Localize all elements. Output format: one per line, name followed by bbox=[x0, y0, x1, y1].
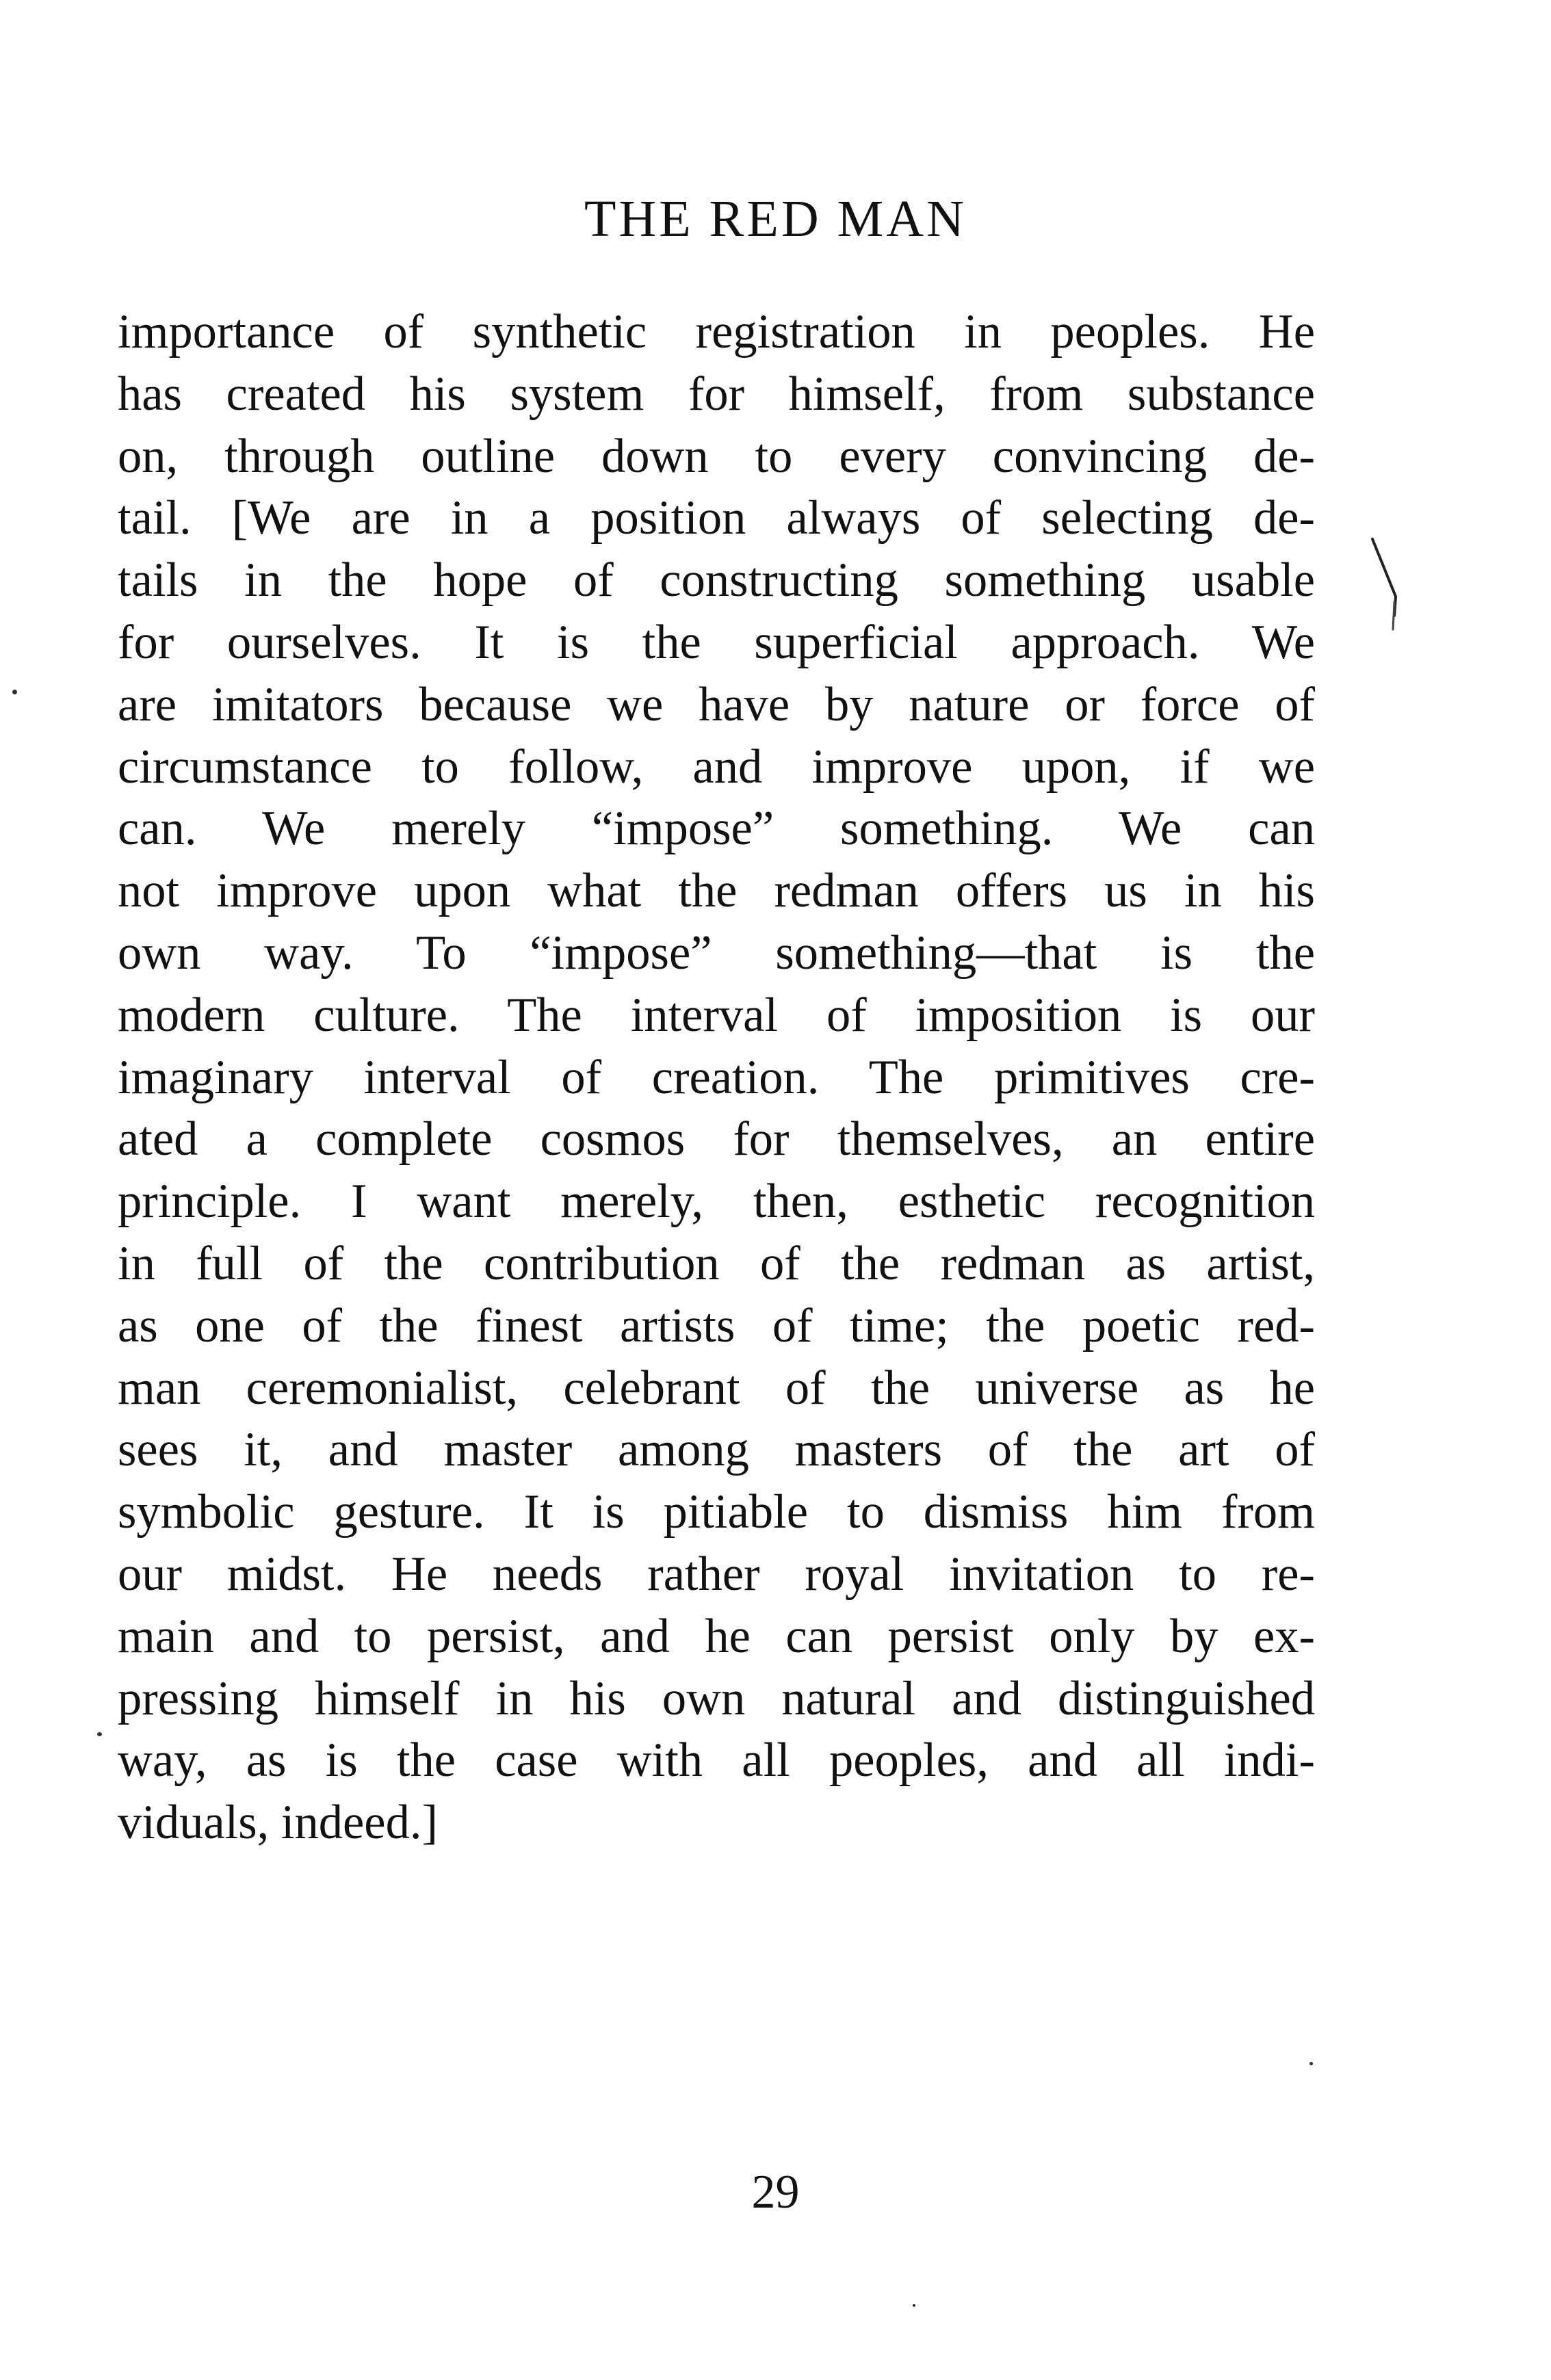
text-line: main and to persist, and he can persist only by ex- bbox=[118, 1609, 1315, 1663]
text-line: importance of synthetic registration in peoples. He bbox=[118, 305, 1315, 358]
text-line: pressing himself in his own natural and distinguished bbox=[118, 1671, 1315, 1725]
text-line: for ourselves. It is the superficial approach. We bbox=[118, 615, 1315, 669]
text-line: are imitators because we have by nature or force of bbox=[118, 677, 1315, 731]
text-line: on, through outline down to every convincing de- bbox=[118, 429, 1315, 483]
ink-speck bbox=[12, 690, 17, 694]
text-line: ated a complete cosmos for themselves, an entire bbox=[118, 1112, 1315, 1166]
text-line: our midst. He needs rather royal invitation to re- bbox=[118, 1547, 1315, 1601]
text-line: sees it, and master among masters of the art of bbox=[118, 1423, 1315, 1477]
text-line: man ceremonialist, celebrant of the universe as he bbox=[118, 1361, 1315, 1415]
text-line: as one of the finest artists of time; the poetic red- bbox=[118, 1298, 1315, 1352]
text-line: not improve upon what the redman offers us in his bbox=[118, 864, 1315, 918]
text-line: way, as is the case with all peoples, and all indi- bbox=[118, 1734, 1315, 1788]
text-line: circumstance to follow, and improve upon, if we bbox=[118, 740, 1315, 794]
text-line: can. We merely “impose” something. We can bbox=[118, 802, 1315, 856]
text-line: modern culture. The interval of imposition is our bbox=[118, 988, 1315, 1042]
ink-speck bbox=[913, 2304, 915, 2307]
text-line: tail. [We are in a position always of selecting de- bbox=[118, 491, 1315, 545]
text-line: principle. I want merely, then, esthetic recognition bbox=[118, 1175, 1315, 1229]
text-line: tails in the hope of constructing something usable bbox=[118, 553, 1315, 607]
text-line: has created his system for himself, from substance bbox=[118, 367, 1315, 421]
text-line: in full of the contribution of the redman as artist, bbox=[118, 1236, 1315, 1290]
margin-pen-mark bbox=[1368, 534, 1423, 698]
text-line: symbolic gesture. It is pitiable to dismiss him from bbox=[118, 1485, 1315, 1539]
running-head: THE RED MAN bbox=[584, 190, 967, 248]
body-text bbox=[118, 301, 1315, 1854]
page-number: 29 bbox=[751, 2166, 800, 2219]
text-line: own way. To “impose” something—that is the bbox=[118, 926, 1315, 980]
ink-speck bbox=[1309, 2062, 1313, 2065]
text-line: imaginary interval of creation. The primitives cre- bbox=[118, 1050, 1315, 1104]
text-line: viduals, indeed.] bbox=[118, 1796, 438, 1850]
ink-speck bbox=[97, 1732, 102, 1736]
